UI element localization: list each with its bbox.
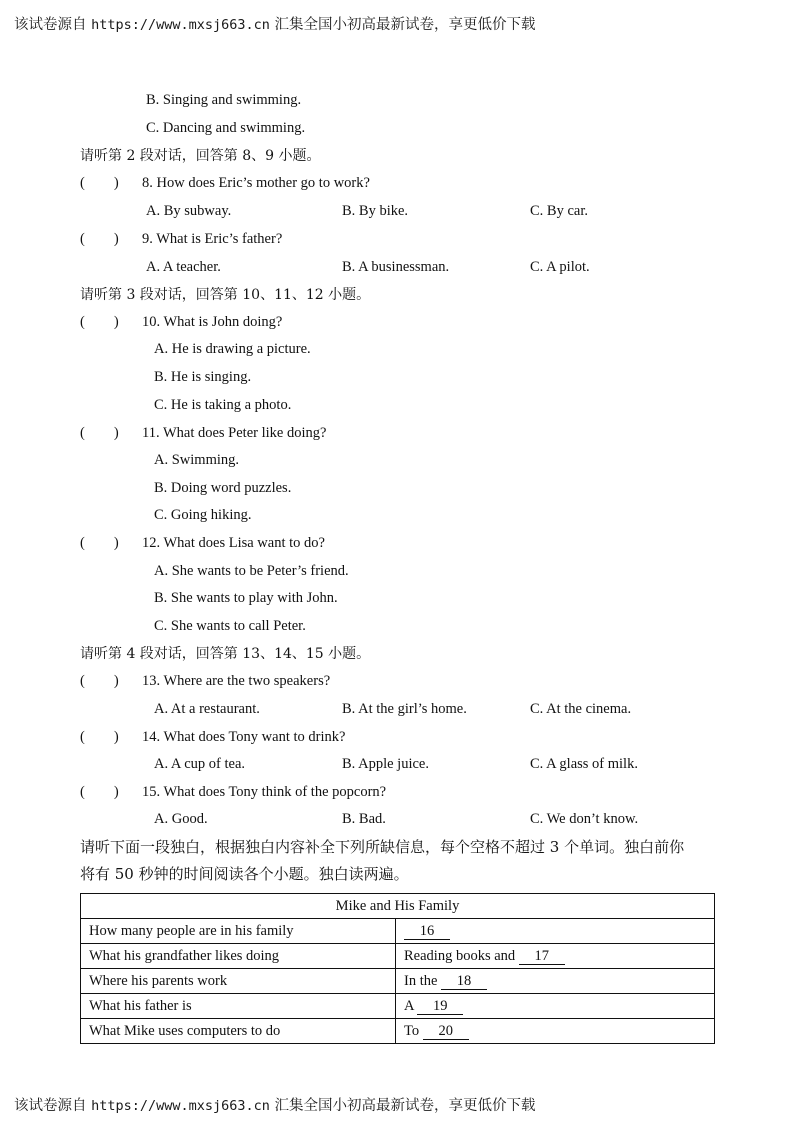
q7-option-b: B. Singing and swimming. <box>146 92 302 108</box>
q13-option-c: C. At the cinema. <box>530 701 632 717</box>
table-question: What his father is <box>81 994 396 1019</box>
q8-option-b: B. By bike. <box>342 203 409 219</box>
q14-option-c: C. A glass of milk. <box>530 756 638 772</box>
table-question: Where his parents work <box>81 969 396 994</box>
answer-bracket[interactable]: ( ) <box>80 231 119 247</box>
table-question: How many people are in his family <box>81 919 396 944</box>
question-10 <box>80 312 282 332</box>
table-row <box>81 919 715 944</box>
question-14 <box>80 727 345 747</box>
answer-bracket[interactable]: ( ) <box>80 784 119 800</box>
footer-suffix: 汇集全国小初高最新试卷，享更低价下载 <box>274 1098 536 1114</box>
q9-option-a: A. A teacher. <box>146 259 221 275</box>
question-8 <box>80 173 370 193</box>
table-answer <box>396 919 715 944</box>
answer-bracket[interactable]: ( ) <box>80 673 119 689</box>
question-9 <box>80 229 282 249</box>
q9-option-b: B. A businessman. <box>342 259 450 275</box>
q13-option-a: A. At a restaurant. <box>154 701 260 717</box>
q7-option-c: C. Dancing and swimming. <box>146 120 306 136</box>
question-11-text: 11. What does Peter like doing? <box>142 425 327 441</box>
q14-option-b: B. Apple juice. <box>342 756 429 772</box>
q11-option-c: C. Going hiking. <box>154 507 252 523</box>
answer-bracket[interactable]: ( ) <box>80 175 119 191</box>
question-13-text: 13. Where are the two speakers? <box>142 673 331 689</box>
table-row <box>81 969 715 994</box>
table-question: What his grandfather likes doing <box>81 944 396 969</box>
q15-option-a: A. Good. <box>154 811 208 827</box>
mike-family-table <box>80 893 715 1044</box>
answer-blank[interactable]: 18 <box>441 973 487 990</box>
q11-option-a: A. Swimming. <box>154 452 239 468</box>
q12-option-b: B. She wants to play with John. <box>154 590 338 606</box>
monologue-instruction-line-1: 请听下面一段独白，根据独白内容补全下列所缺信息，每个空格不超过 3 个单词。独白前你 <box>80 838 685 856</box>
question-15 <box>80 782 386 802</box>
monologue-instruction-line-2: 将有 50 秒钟的时间阅读各个小题。独白读两遍。 <box>80 865 409 883</box>
footer-url[interactable]: https://www.mxsj663.cn <box>91 1098 270 1114</box>
answer-blank[interactable]: 20 <box>423 1023 469 1040</box>
q9-option-c: C. A pilot. <box>530 259 590 275</box>
header-suffix: 汇集全国小初高最新试卷，享更低价下载 <box>274 17 536 33</box>
header-prefix: 该试卷源自 <box>14 17 87 33</box>
answer-bracket[interactable]: ( ) <box>80 425 119 441</box>
answer-prefix: Reading books and <box>404 947 519 964</box>
question-14-text: 14. What does Tony want to drink? <box>142 729 346 745</box>
table-row <box>81 1019 715 1044</box>
table-row <box>81 944 715 969</box>
section-3-instruction: 请听第 3 段对话，回答第 10、11、12 小题。 <box>80 287 371 303</box>
answer-prefix: To <box>404 1022 423 1039</box>
answer-bracket[interactable]: ( ) <box>80 535 119 551</box>
q12-option-c: C. She wants to call Peter. <box>154 618 306 634</box>
question-12-text: 12. What does Lisa want to do? <box>142 535 325 551</box>
question-9-text: 9. What is Eric’s father? <box>142 231 283 247</box>
q15-option-c: C. We don’t know. <box>530 811 639 827</box>
answer-blank[interactable]: 17 <box>519 948 565 965</box>
answer-prefix: A <box>404 997 418 1014</box>
q10-option-a: A. He is drawing a picture. <box>154 341 311 357</box>
question-13 <box>80 671 330 691</box>
q8-option-c: C. By car. <box>530 203 588 219</box>
table-answer <box>396 994 715 1019</box>
q14-option-a: A. A cup of tea. <box>154 756 246 772</box>
table-answer <box>396 1019 715 1044</box>
q8-option-a: A. By subway. <box>146 203 232 219</box>
q10-option-c: C. He is taking a photo. <box>154 397 292 413</box>
table-answer <box>396 944 715 969</box>
footer-prefix: 该试卷源自 <box>14 1098 87 1114</box>
question-8-text: 8. How does Eric’s mother go to work? <box>142 175 370 191</box>
section-4-instruction: 请听第 4 段对话，回答第 13、14、15 小题。 <box>80 646 371 662</box>
question-15-text: 15. What does Tony think of the popcorn? <box>142 784 387 800</box>
answer-blank[interactable]: 16 <box>404 923 450 940</box>
question-11 <box>80 423 326 443</box>
table-row <box>81 994 715 1019</box>
q13-option-b: B. At the girl’s home. <box>342 701 467 717</box>
q11-option-b: B. Doing word puzzles. <box>154 480 292 496</box>
q15-option-b: B. Bad. <box>342 811 386 827</box>
answer-bracket[interactable]: ( ) <box>80 729 119 745</box>
answer-prefix: In the <box>404 972 442 989</box>
answer-blank[interactable]: 19 <box>417 998 463 1015</box>
answer-bracket[interactable]: ( ) <box>80 314 119 330</box>
table-answer <box>396 969 715 994</box>
question-12 <box>80 533 325 553</box>
section-2-instruction: 请听第 2 段对话，回答第 8、9 小题。 <box>80 148 321 164</box>
question-10-text: 10. What is John doing? <box>142 314 283 330</box>
page-header <box>14 13 536 34</box>
page-footer <box>14 1094 536 1115</box>
table-question: What Mike uses computers to do <box>81 1019 396 1044</box>
q12-option-a: A. She wants to be Peter’s friend. <box>154 563 349 579</box>
header-url[interactable]: https://www.mxsj663.cn <box>91 17 270 33</box>
q10-option-b: B. He is singing. <box>154 369 252 385</box>
table-title: Mike and His Family <box>81 894 715 919</box>
